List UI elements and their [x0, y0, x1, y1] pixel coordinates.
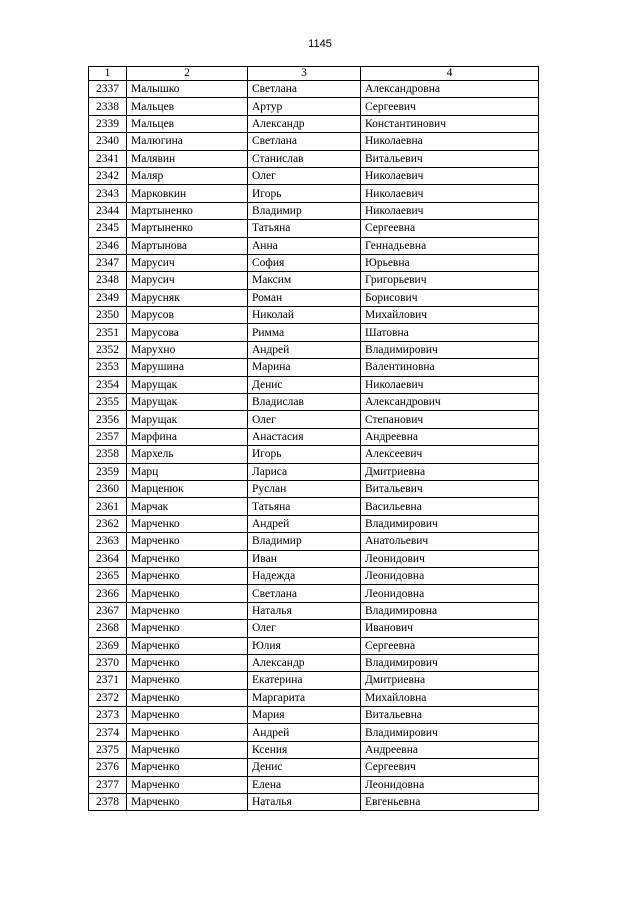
cell-number: 2338 [89, 98, 127, 115]
cell-surname: Мартыненко [127, 202, 248, 219]
cell-first-name: Маргарита [248, 689, 361, 706]
cell-surname: Марченко [127, 794, 248, 811]
table-row [89, 480, 539, 497]
cell-first-name: Игорь [248, 185, 361, 202]
cell-number: 2361 [89, 498, 127, 515]
cell-surname: Марфина [127, 428, 248, 445]
cell-number: 2342 [89, 167, 127, 184]
cell-first-name: Ксения [248, 741, 361, 758]
cell-patronymic: Андреевна [361, 428, 539, 445]
cell-first-name: Владислав [248, 394, 361, 411]
cell-patronymic: Леонидовна [361, 585, 539, 602]
cell-first-name: Надежда [248, 567, 361, 584]
cell-number: 2363 [89, 533, 127, 550]
cell-first-name: Мария [248, 707, 361, 724]
cell-number: 2378 [89, 794, 127, 811]
page-number: 1145 [308, 38, 332, 50]
cell-surname: Марченко [127, 637, 248, 654]
table-row [89, 324, 539, 341]
cell-surname: Маляр [127, 167, 248, 184]
cell-number: 2366 [89, 585, 127, 602]
cell-number: 2341 [89, 150, 127, 167]
cell-patronymic: Анатольевич [361, 533, 539, 550]
header-col-4: 4 [361, 67, 539, 81]
cell-patronymic: Дмитриевна [361, 463, 539, 480]
cell-first-name: Татьяна [248, 498, 361, 515]
cell-patronymic: Михайловна [361, 689, 539, 706]
cell-patronymic: Шатовна [361, 324, 539, 341]
cell-first-name: Александр [248, 654, 361, 671]
table-row [89, 637, 539, 654]
table-row [89, 237, 539, 254]
cell-number: 2351 [89, 324, 127, 341]
cell-patronymic: Николаевич [361, 202, 539, 219]
cell-first-name: Светлана [248, 133, 361, 150]
cell-surname: Марухно [127, 341, 248, 358]
cell-patronymic: Витальевна [361, 707, 539, 724]
cell-first-name: Светлана [248, 81, 361, 98]
cell-number: 2374 [89, 724, 127, 741]
cell-number: 2372 [89, 689, 127, 706]
cell-number: 2370 [89, 654, 127, 671]
table-row [89, 707, 539, 724]
table-row [89, 689, 539, 706]
cell-surname: Марусов [127, 307, 248, 324]
cell-patronymic: Геннадьевна [361, 237, 539, 254]
cell-patronymic: Леонидовна [361, 776, 539, 793]
cell-surname: Малюгина [127, 133, 248, 150]
cell-first-name: Артур [248, 98, 361, 115]
table-row [89, 272, 539, 289]
table-row [89, 133, 539, 150]
cell-number: 2349 [89, 289, 127, 306]
cell-surname: Малышко [127, 81, 248, 98]
table-row [89, 741, 539, 758]
cell-first-name: Александр [248, 115, 361, 132]
cell-first-name: Елена [248, 776, 361, 793]
cell-patronymic: Николаевич [361, 185, 539, 202]
cell-first-name: Денис [248, 759, 361, 776]
cell-first-name: Денис [248, 376, 361, 393]
cell-patronymic: Сергеевич [361, 98, 539, 115]
cell-surname: Марченко [127, 724, 248, 741]
cell-surname: Марценюк [127, 480, 248, 497]
cell-first-name: Владимир [248, 533, 361, 550]
cell-surname: Марусич [127, 272, 248, 289]
cell-surname: Мальцев [127, 115, 248, 132]
table-row [89, 341, 539, 358]
cell-patronymic: Николаевич [361, 376, 539, 393]
cell-number: 2353 [89, 359, 127, 376]
register-table [88, 66, 539, 811]
cell-surname: Марченко [127, 741, 248, 758]
cell-first-name: Лариса [248, 463, 361, 480]
cell-surname: Марченко [127, 567, 248, 584]
cell-first-name: Станислав [248, 150, 361, 167]
cell-patronymic: Сергеевич [361, 759, 539, 776]
table-row [89, 167, 539, 184]
cell-number: 2375 [89, 741, 127, 758]
table-row [89, 724, 539, 741]
cell-number: 2377 [89, 776, 127, 793]
cell-number: 2348 [89, 272, 127, 289]
cell-number: 2357 [89, 428, 127, 445]
cell-surname: Марчак [127, 498, 248, 515]
cell-first-name: Марина [248, 359, 361, 376]
cell-first-name: Наталья [248, 602, 361, 619]
cell-patronymic: Владимирович [361, 341, 539, 358]
header-col-3: 3 [248, 67, 361, 81]
table-row [89, 585, 539, 602]
cell-surname: Марченко [127, 620, 248, 637]
cell-surname: Марченко [127, 672, 248, 689]
table-row [89, 794, 539, 811]
cell-patronymic: Владимирович [361, 724, 539, 741]
cell-first-name: Олег [248, 411, 361, 428]
cell-first-name: Олег [248, 620, 361, 637]
header-col-1: 1 [89, 67, 127, 81]
cell-patronymic: Владимирович [361, 515, 539, 532]
cell-number: 2339 [89, 115, 127, 132]
table-row [89, 515, 539, 532]
cell-patronymic: Дмитриевна [361, 672, 539, 689]
cell-number: 2368 [89, 620, 127, 637]
cell-first-name: Наталья [248, 794, 361, 811]
cell-surname: Мартыненко [127, 220, 248, 237]
cell-number: 2376 [89, 759, 127, 776]
cell-patronymic: Сергеевна [361, 637, 539, 654]
cell-number: 2367 [89, 602, 127, 619]
cell-first-name: Андрей [248, 724, 361, 741]
cell-first-name: Максим [248, 272, 361, 289]
cell-first-name: Олег [248, 167, 361, 184]
cell-surname: Марченко [127, 550, 248, 567]
cell-surname: Марушина [127, 359, 248, 376]
table-row [89, 776, 539, 793]
cell-surname: Марущак [127, 411, 248, 428]
cell-surname: Марченко [127, 654, 248, 671]
cell-patronymic: Васильевна [361, 498, 539, 515]
cell-patronymic: Сергеевна [361, 220, 539, 237]
table-row [89, 654, 539, 671]
cell-number: 2362 [89, 515, 127, 532]
cell-patronymic: Михайлович [361, 307, 539, 324]
cell-first-name: Анастасия [248, 428, 361, 445]
table-row [89, 359, 539, 376]
table-row [89, 759, 539, 776]
table-row [89, 602, 539, 619]
cell-patronymic: Николаевна [361, 133, 539, 150]
cell-surname: Марусич [127, 254, 248, 271]
table-row [89, 620, 539, 637]
cell-first-name: Анна [248, 237, 361, 254]
header-row [89, 67, 539, 81]
cell-first-name: Роман [248, 289, 361, 306]
table-row [89, 185, 539, 202]
cell-surname: Малявин [127, 150, 248, 167]
cell-first-name: Юлия [248, 637, 361, 654]
cell-number: 2346 [89, 237, 127, 254]
cell-surname: Марусова [127, 324, 248, 341]
cell-first-name: Иван [248, 550, 361, 567]
table-row [89, 307, 539, 324]
cell-number: 2360 [89, 480, 127, 497]
cell-patronymic: Валентиновна [361, 359, 539, 376]
cell-number: 2355 [89, 394, 127, 411]
table-row [89, 498, 539, 515]
cell-surname: Марц [127, 463, 248, 480]
cell-surname: Марченко [127, 759, 248, 776]
cell-surname: Марченко [127, 602, 248, 619]
cell-first-name: Андрей [248, 515, 361, 532]
table-header [89, 67, 539, 81]
cell-first-name: Руслан [248, 480, 361, 497]
table-row [89, 254, 539, 271]
cell-number: 2359 [89, 463, 127, 480]
table-row [89, 672, 539, 689]
cell-patronymic: Леонидович [361, 550, 539, 567]
cell-first-name: Светлана [248, 585, 361, 602]
cell-patronymic: Владимировна [361, 602, 539, 619]
cell-first-name: Татьяна [248, 220, 361, 237]
cell-number: 2352 [89, 341, 127, 358]
cell-number: 2356 [89, 411, 127, 428]
cell-surname: Мархель [127, 446, 248, 463]
cell-surname: Марченко [127, 585, 248, 602]
cell-number: 2343 [89, 185, 127, 202]
cell-patronymic: Николаевич [361, 167, 539, 184]
cell-patronymic: Григорьевич [361, 272, 539, 289]
cell-surname: Марущак [127, 394, 248, 411]
cell-number: 2358 [89, 446, 127, 463]
cell-number: 2340 [89, 133, 127, 150]
cell-first-name: Андрей [248, 341, 361, 358]
cell-patronymic: Иванович [361, 620, 539, 637]
cell-surname: Марковкин [127, 185, 248, 202]
cell-surname: Марченко [127, 515, 248, 532]
cell-number: 2354 [89, 376, 127, 393]
table-row [89, 150, 539, 167]
table-row [89, 289, 539, 306]
cell-patronymic: Владимирович [361, 654, 539, 671]
table-row [89, 98, 539, 115]
cell-number: 2365 [89, 567, 127, 584]
cell-number: 2350 [89, 307, 127, 324]
cell-patronymic: Андреевна [361, 741, 539, 758]
table-row [89, 446, 539, 463]
cell-surname: Марченко [127, 776, 248, 793]
table-row [89, 550, 539, 567]
table-body [89, 81, 539, 811]
cell-number: 2337 [89, 81, 127, 98]
cell-number: 2373 [89, 707, 127, 724]
cell-patronymic: Борисович [361, 289, 539, 306]
cell-number: 2369 [89, 637, 127, 654]
cell-patronymic: Александровна [361, 81, 539, 98]
table-row [89, 394, 539, 411]
cell-patronymic: Юрьевна [361, 254, 539, 271]
cell-patronymic: Степанович [361, 411, 539, 428]
cell-patronymic: Алексеевич [361, 446, 539, 463]
cell-first-name: София [248, 254, 361, 271]
cell-number: 2345 [89, 220, 127, 237]
cell-number: 2371 [89, 672, 127, 689]
table-row [89, 202, 539, 219]
cell-surname: Марченко [127, 707, 248, 724]
cell-number: 2344 [89, 202, 127, 219]
cell-first-name: Римма [248, 324, 361, 341]
cell-surname: Мальцев [127, 98, 248, 115]
table-row [89, 220, 539, 237]
table-row [89, 463, 539, 480]
cell-patronymic: Константинович [361, 115, 539, 132]
cell-patronymic: Витальевич [361, 480, 539, 497]
table-row [89, 533, 539, 550]
cell-surname: Марченко [127, 689, 248, 706]
table-row [89, 81, 539, 98]
table-row [89, 428, 539, 445]
cell-surname: Марущак [127, 376, 248, 393]
cell-first-name: Владимир [248, 202, 361, 219]
cell-patronymic: Александрович [361, 394, 539, 411]
cell-number: 2347 [89, 254, 127, 271]
table-row [89, 411, 539, 428]
cell-first-name: Екатерина [248, 672, 361, 689]
cell-first-name: Игорь [248, 446, 361, 463]
cell-patronymic: Витальевич [361, 150, 539, 167]
cell-surname: Маруcняк [127, 289, 248, 306]
cell-patronymic: Леонидовна [361, 567, 539, 584]
cell-patronymic: Евгеньевна [361, 794, 539, 811]
table-row [89, 376, 539, 393]
cell-surname: Марченко [127, 533, 248, 550]
table-row [89, 567, 539, 584]
cell-first-name: Николай [248, 307, 361, 324]
cell-number: 2364 [89, 550, 127, 567]
header-col-2: 2 [127, 67, 248, 81]
cell-surname: Мартынова [127, 237, 248, 254]
table-row [89, 115, 539, 132]
